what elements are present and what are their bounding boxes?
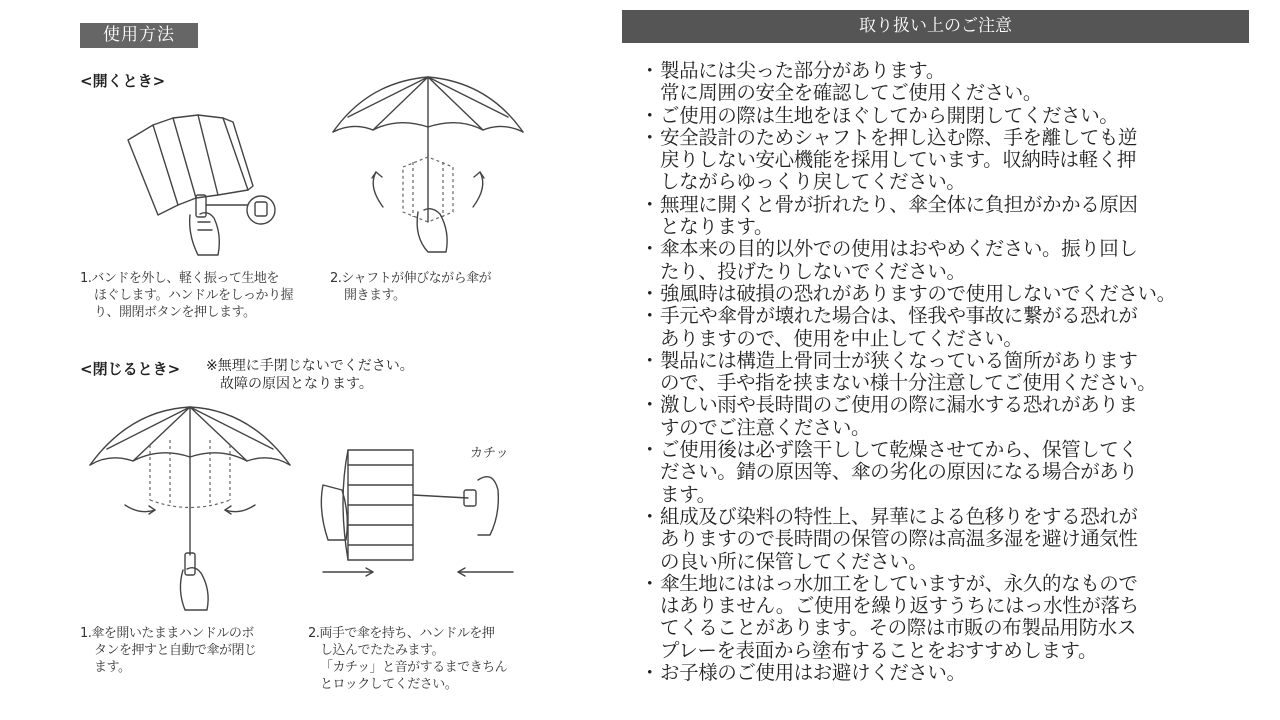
caption-line: 2.シャフトが伸びながら傘が — [330, 271, 492, 286]
close-heading: <閉じるとき> — [80, 360, 181, 378]
caution-item — [640, 283, 1255, 305]
caution-item — [640, 60, 1255, 105]
caution-line: ださい。錆の原因等、傘の劣化の原因になる場合があり — [660, 460, 1138, 484]
caution-line: プレーを表面から塗布することをおすすめします。 — [660, 638, 1098, 662]
caution-line: ・ 激しい雨や長時間のご使用の際に漏水する恐れがありま — [660, 393, 1138, 417]
caption-line: とロックしてください。 — [320, 677, 458, 692]
open-step1-illustration — [118, 110, 288, 260]
caution-line: ・ お子様のご使用はお避けください。 — [660, 661, 966, 685]
caution-item — [640, 662, 1255, 684]
caution-line: ・ ご使用の際は生地をほぐしてから開閉してください。 — [660, 103, 1119, 127]
caution-line: ありますので、使用を中止してください。 — [660, 326, 1023, 350]
caution-item — [640, 506, 1255, 573]
note-line: ※無理に手閉じないでください。 — [206, 358, 414, 374]
caution-item — [640, 127, 1255, 194]
caution-line: の良い所に保管してください。 — [660, 549, 928, 573]
caution-item — [640, 573, 1255, 662]
caution-item — [640, 238, 1255, 283]
caution-line: ・ ご使用後は必ず陰干しして乾燥させてから、保管してく — [660, 438, 1138, 462]
caution-line: ・ 傘本来の目的以外での使用はおやめください。振り回し — [660, 237, 1138, 261]
caution-line: ので、手や指を挟まない様十分注意してご使用ください。 — [660, 371, 1157, 395]
caution-line: 戻りしない安心機能を採用しています。収納時は軽く押 — [660, 148, 1136, 172]
caution-item — [640, 439, 1255, 506]
open-heading: <開くとき> — [80, 72, 166, 90]
caption-line: り、開閉ボタンを押します。 — [94, 305, 256, 320]
caution-title: 取り扱い上のご注意 — [622, 10, 1249, 43]
caution-line: ます。 — [660, 482, 716, 506]
close-step2-illustration — [318, 440, 528, 580]
caution-line: となります。 — [660, 215, 774, 239]
close-warning-note — [206, 357, 414, 393]
caution-line: 常に周囲の安全を確認してご使用ください。 — [660, 81, 1043, 105]
caution-line: ・ 傘生地にははっ水加工をしていますが、永久的なもので — [660, 571, 1138, 595]
close-step1-caption — [80, 625, 300, 676]
caption-line: し込んでたたみます。 — [320, 643, 444, 658]
caution-line: ・ 安全設計のためシャフトを押し込む際、手を離しても逆 — [660, 125, 1138, 149]
caution-list — [640, 60, 1255, 684]
usage-title: 使用方法 — [80, 23, 198, 48]
caution-line: すのでご注意ください。 — [660, 415, 871, 439]
caption-line: 2.両手で傘を持ち、ハンドルを押 — [308, 626, 495, 641]
caption-line: 1.傘を開いたままハンドルのボ — [80, 626, 254, 641]
caution-item — [640, 105, 1255, 127]
open-step2-illustration — [328, 72, 528, 262]
caution-item — [640, 394, 1255, 439]
caution-line: ・ 手元や傘骨が壊れた場合は、怪我や事故に繋がる恐れが — [660, 304, 1138, 328]
caution-line: ・ 強風時は破損の恐れがありますので使用しないでください。 — [660, 281, 1176, 305]
caution-item — [640, 194, 1255, 239]
close-step1-illustration — [85, 405, 295, 615]
kachi-label: カチッ — [470, 446, 509, 461]
caution-line: ・ 製品には尖った部分があります。 — [660, 59, 945, 82]
caption-line: 1.バンドを外し、軽く振って生地を — [80, 271, 279, 286]
caution-line: てくることがあります。その際は市販の布製品用防水ス — [660, 616, 1136, 640]
caption-line: タンを押すと自動で傘が閉じ — [94, 643, 257, 658]
close-step2-caption — [308, 625, 548, 693]
caution-line: ・ 無理に開くと骨が折れたり、傘全体に負担がかかる原因 — [660, 192, 1138, 216]
caution-item — [640, 305, 1255, 350]
caution-line: はありません。ご使用を繰り返すうちにはっ水性が落ち — [660, 594, 1139, 618]
caution-line: ・ 組成及び染料の特性上、昇華による色移りをする恐れが — [660, 504, 1138, 528]
caution-item — [640, 350, 1255, 395]
caption-line: ます。 — [94, 660, 131, 675]
open-step2-caption — [330, 270, 540, 304]
caution-line: しながらゆっくり戻してください。 — [660, 170, 966, 194]
note-line: 故障の原因となります。 — [220, 376, 373, 392]
caption-line: 開きます。 — [344, 288, 406, 303]
caption-line: ほぐします。ハンドルをしっかり握 — [94, 288, 293, 303]
open-step1-caption — [80, 270, 330, 321]
caution-line: ・ 製品には構造上骨同士が狭くなっている箇所があります — [660, 348, 1138, 372]
caption-line: 「カチッ」と音がするまできちん — [320, 660, 508, 675]
caution-line: たり、投げたりしないでください。 — [660, 259, 966, 283]
caution-line: ありますので長時間の保管の際は高温多湿を避け通気性 — [660, 527, 1138, 551]
